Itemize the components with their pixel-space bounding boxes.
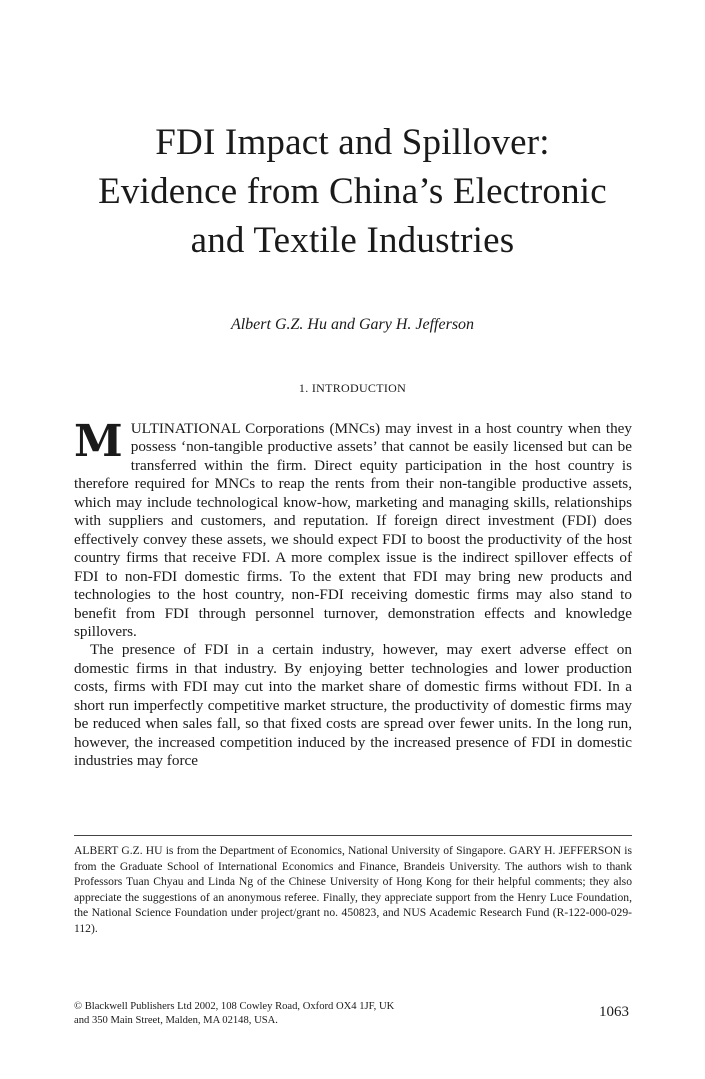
- footnote-rule: [74, 835, 632, 836]
- title-line-2: Evidence from China’s Electronic: [98, 171, 607, 212]
- paragraph-1-text: ULTINATIONAL Corporations (MNCs) may invest in a host country when they possess ‘non-tangible productive assets’ that cannot be easily licensed but can be transferred within the firm. Direct equity participation in the host country is therefore required for MNCs to reap the rents from their non-tangible productive assets, which may include technological know-how, marketing and managing skills, relationships with suppliers and customers, and reputation. If foreign direct investment (FDI) does effectively convey these assets, we should expect FDI to boost the productivity of the host country firms that receive FDI. A more complex issue is the indirect spillover effects of FDI to non-FDI domestic firms. To the extent that FDI may bring new products and technologies to the host country, non-FDI receiving domestic firms may also stand to benefit from FDI through personnel turnover, demonstration effects and knowledge spillovers.: [74, 420, 632, 640]
- title-line-3: and Textile Industries: [190, 220, 515, 261]
- title-line-1: FDI Impact and Spillover:: [155, 122, 550, 163]
- drop-cap: M: [74, 416, 123, 467]
- copyright-notice: [74, 1000, 394, 1028]
- copyright-line-2: and 350 Main Street, Malden, MA 02148, USA.: [74, 1015, 278, 1026]
- paragraph-2: The presence of FDI in a certain industry, however, may exert adverse effect on domestic firms in that industry. By enjoying better technologies and lower production costs, firms with FDI may cut into the market share of domestic firms without FDI. In a short run imperfectly competitive market structure, the productivity of domestic firms may be reduced when sales fall, so that fixed costs are spread over fewer units. In the long run, however, the increased competition induced by the increased presence of FDI in domestic industries may force: [74, 641, 632, 770]
- authors: Albert G.Z. Hu and Gary H. Jefferson: [230, 316, 475, 333]
- paper-title: [60, 118, 645, 265]
- body-text: [74, 416, 632, 771]
- author-footnote: ALBERT G.Z. HU is from the Department of Economics, National University of Singapore. GARY H. JEFFERSON is from the Graduate School of International Economics and Finance, Brandeis University. The authors wish to thank Professors Tuan Chyau and Linda Ng of the Chinese University of Hong Kong for their helpful comments; they also appreciate the suggestions of an anonymous referee. Finally, they appreciate support from the Henry Luce Foundation, the National Science Foundation under project/grant no. 450823, and NUS Academic Research Fund (R-122-000-029-112).: [74, 844, 632, 935]
- page-number: 1063: [599, 1004, 629, 1020]
- paragraph-1: [74, 416, 632, 641]
- section-heading: 1. INTRODUCTION: [298, 381, 407, 395]
- copyright-line-1: © Blackwell Publishers Ltd 2002, 108 Cowley Road, Oxford OX4 1JF, UK: [74, 1001, 395, 1012]
